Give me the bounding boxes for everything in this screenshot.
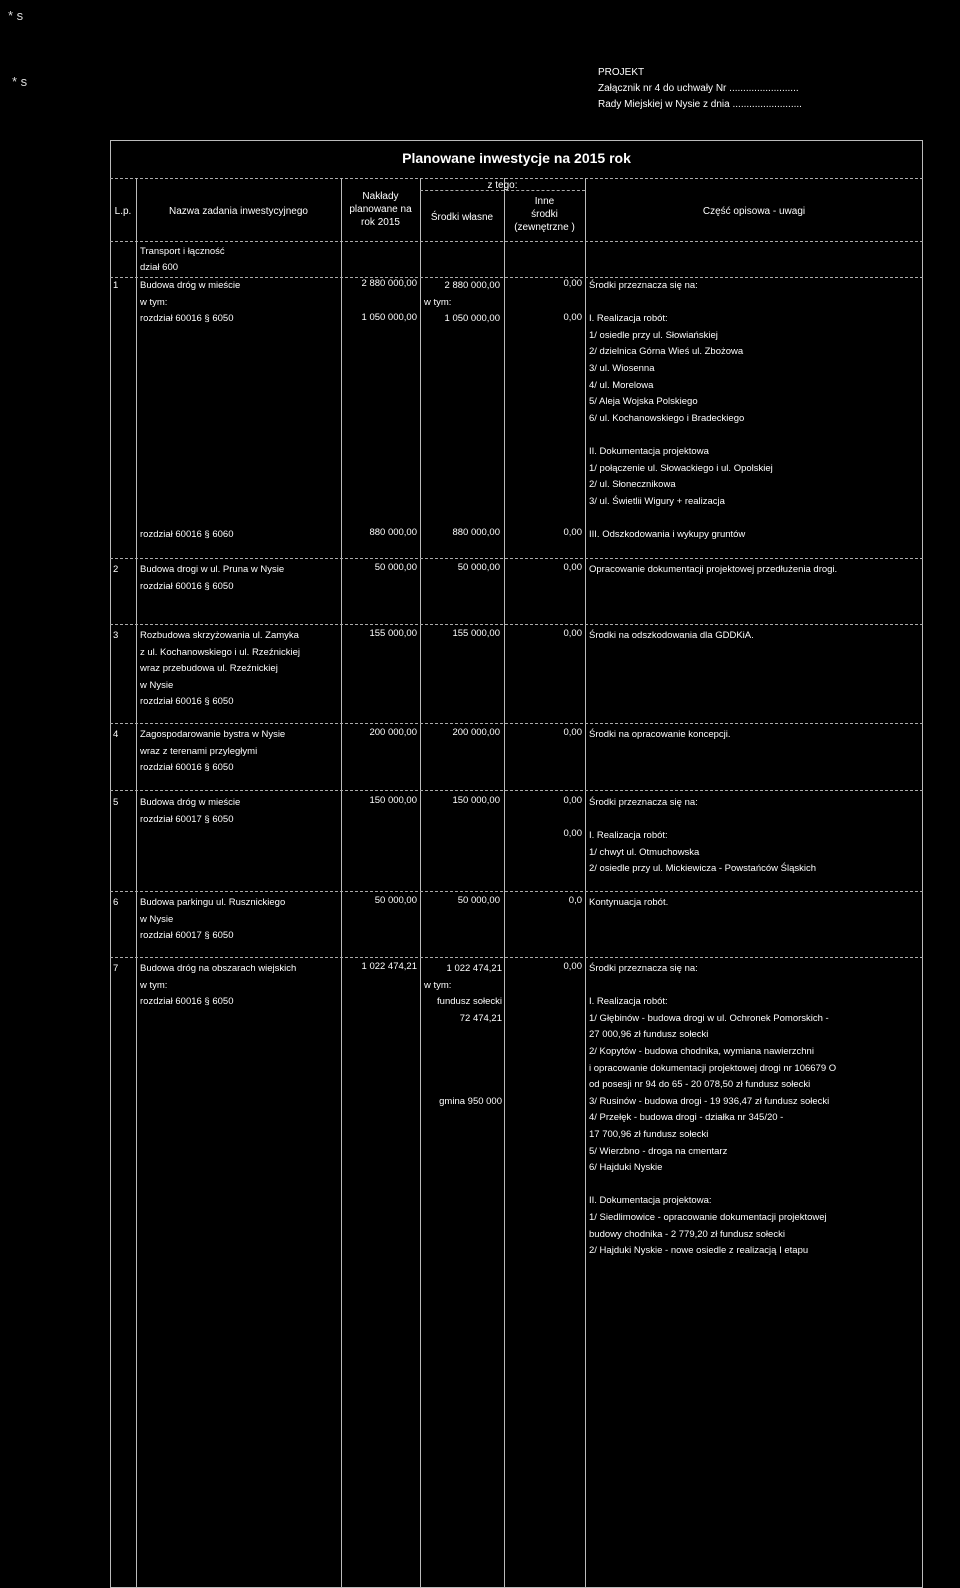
row-6-own: 50 000,00	[457, 895, 500, 906]
row-3-name: Rozbudowa skrzyżowania ul. Zamyka z ul. Kochanowskiego i ul. Rzeźnickiej wraz przebudowa ul. Rzeźnickiej w Nysie rozdział 60016 § 6050	[140, 630, 300, 708]
row-4-planned: 200 000,00	[369, 727, 417, 738]
col-header-other: Inne środki (zewnętrzne )	[514, 196, 575, 233]
col-header-own: Środki własne	[430, 212, 494, 223]
col-header-lp: L.p.	[114, 206, 132, 217]
row-1-name: Budowa dróg w mieście w tym: rozdział 60016 § 6050	[140, 280, 241, 325]
row-1-description: Środki przeznacza się na: I. Realizacja robót: 1/ osiedle przy ul. Słowiańskiej 2/ dzielnica Górna Wieś ul. Zbożowa 3/ ul. Wiosenna 4/ ul. Morelowa 5/ Aleja Wojska Polskiego 6/ ul. Kochanowskiego i Bradeckiego II. Dokumentacja projektowa 1/ połączenie ul. Słowackiego i ul. Opolskiej 2/ ul. Słonecznikowa 3/ ul. Świetlii Wigury + realizacja	[589, 280, 773, 507]
row-4-description: Środki na opracowanie koncepcji.	[589, 729, 731, 740]
row-1-own: 2 880 000,00 w tym: 1 050 000,00	[424, 280, 500, 324]
row-5-own: 150 000,00	[452, 795, 500, 806]
col-divider-other	[585, 178, 586, 1588]
row-4-rule	[110, 790, 923, 791]
row-7-lp: 7	[113, 963, 119, 974]
row-1-extra-other: 0,00	[563, 527, 582, 538]
col-divider-lp	[136, 178, 137, 1588]
row-1-extra-planned: 880 000,00	[369, 527, 417, 538]
row-3-planned: 155 000,00	[369, 628, 417, 639]
row-6-name: Budowa parkingu ul. Rusznickiego w Nysie rozdział 60017 § 6050	[140, 897, 286, 942]
project-label: PROJEKT	[598, 67, 645, 78]
row-4-own: 200 000,00	[452, 727, 500, 738]
row-5-rule	[110, 891, 923, 892]
row-7-own: 1 022 474,21 w tym: fundusz sołecki 72 474,21 gmina 950 000	[424, 963, 502, 1107]
row-6-other: 0,0	[568, 895, 582, 906]
row-1-other-sub: 0,00	[563, 312, 582, 323]
section-title: Transport i łączność	[140, 246, 225, 257]
row-1-extra-desc: III. Odszkodowania i wykupy gruntów	[589, 529, 746, 540]
row-7-other: 0,00	[563, 961, 582, 972]
row-5-planned: 150 000,00	[369, 795, 417, 806]
council-date-line: Rady Miejskiej w Nysie z dnia .........................	[598, 99, 802, 110]
row-3-own: 155 000,00	[452, 628, 500, 639]
row-2-lp: 2	[113, 564, 119, 575]
row-2-name: Budowa drogi w ul. Pruna w Nysie rozdział 60016 § 6050	[140, 564, 285, 592]
row-7-planned: 1 022 474,21	[361, 961, 417, 972]
header-bottom-rule	[110, 241, 923, 242]
row-5-name: Budowa dróg w mieście rozdział 60017 § 6050	[140, 797, 241, 825]
row-6-description: Kontynuacja robót.	[589, 897, 669, 908]
row-1-extra-own: 880 000,00	[452, 527, 500, 538]
col-divider-own	[504, 178, 505, 1588]
row-4-name: Zagospodarowanie bystra w Nysie wraz z terenami przyległymi rozdział 60016 § 6050	[140, 729, 286, 774]
row-1-rule	[110, 558, 923, 559]
attachment-line: Załącznik nr 4 do uchwały Nr .........................	[598, 83, 799, 94]
row-5-description: Środki przeznacza się na: I. Realizacja robót: 1/ chwyt ul. Otmuchowska 2/ osiedle przy ul. Mickiewicza - Powstańców Śląskich	[589, 797, 817, 875]
row-2-other: 0,00	[563, 562, 582, 573]
row-4-other: 0,00	[563, 727, 582, 738]
row-3-description: Środki na odszkodowania dla GDDKiA.	[589, 630, 754, 641]
row-5-other-sub: 0,00	[563, 828, 582, 839]
row-1-extra-name: rozdział 60016 § 6060	[140, 529, 234, 540]
col-header-desc: Część opisowa - uwagi	[702, 206, 806, 217]
col-header-planned: Nakłady planowane na rok 2015	[349, 191, 412, 228]
row-3-lp: 3	[113, 630, 119, 641]
row-6-lp: 6	[113, 897, 119, 908]
row-7-name: Budowa dróg na obszarach wiejskich w tym: rozdział 60016 § 6050	[140, 963, 297, 1008]
row-4-lp: 4	[113, 729, 119, 740]
row-5-lp: 5	[113, 797, 119, 808]
row-1-planned: 2 880 000,00	[361, 278, 417, 289]
scan-mark-left: * s	[12, 74, 28, 89]
row-5-other: 0,00	[563, 795, 582, 806]
row-6-rule	[110, 957, 923, 958]
row-3-other: 0,00	[563, 628, 582, 639]
row-2-own: 50 000,00	[457, 562, 500, 573]
section-chapter: dział 600	[140, 262, 179, 273]
scan-mark-top: * s	[8, 8, 24, 23]
col-header-z-tego: z tego:	[487, 180, 518, 191]
row-2-description: Opracowanie dokumentacji projektowej przedłużenia drogi.	[589, 564, 838, 575]
col-divider-planned	[420, 178, 421, 1588]
row-7-description: Środki przeznacza się na: I. Realizacja robót: 1/ Głębinów - budowa drogi w ul. Ochronek Pomorskich - 27 000,96 zł fundusz sołecki 2/ Kopytów - budowa chodnika, wymiana nawierzchni i opracowanie dokumentacji projektowej drogi nr 106679 O od posesji nr 94 do 65 - 20 078,50 zł fundusz sołecki 3/ Rusinów - budowa drogi - 19 936,47 zł fundusz sołecki 4/ Przełęk - budowa drogi - działka nr 345/20 - 17 700,96 zł fundusz sołecki 5/ Wierzbno - droga na cmentarz 6/ Hajduki Nyskie II. Dokumentacja projektowa: 1/ Siedlimowice - opracowanie dokumentacji projektowej budowy chodnika - 2 779,20 zł fundusz sołecki 2/ Hajduki Nyskie - nowe osiedle z realizacją I etapu	[589, 963, 837, 1257]
row-1-planned-sub: 1 050 000,00	[361, 312, 417, 323]
col-header-name: Nazwa zadania inwestycyjnego	[169, 206, 308, 217]
page-title: Planowane inwestycje na 2015 rok	[402, 150, 631, 166]
row-6-planned: 50 000,00	[374, 895, 417, 906]
row-2-planned: 50 000,00	[374, 562, 417, 573]
row-1-other: 0,00	[563, 278, 582, 289]
row-1-lp: 1	[113, 280, 119, 291]
row-3-rule	[110, 723, 923, 724]
row-2-rule	[110, 624, 923, 625]
col-divider-name	[341, 178, 342, 1588]
